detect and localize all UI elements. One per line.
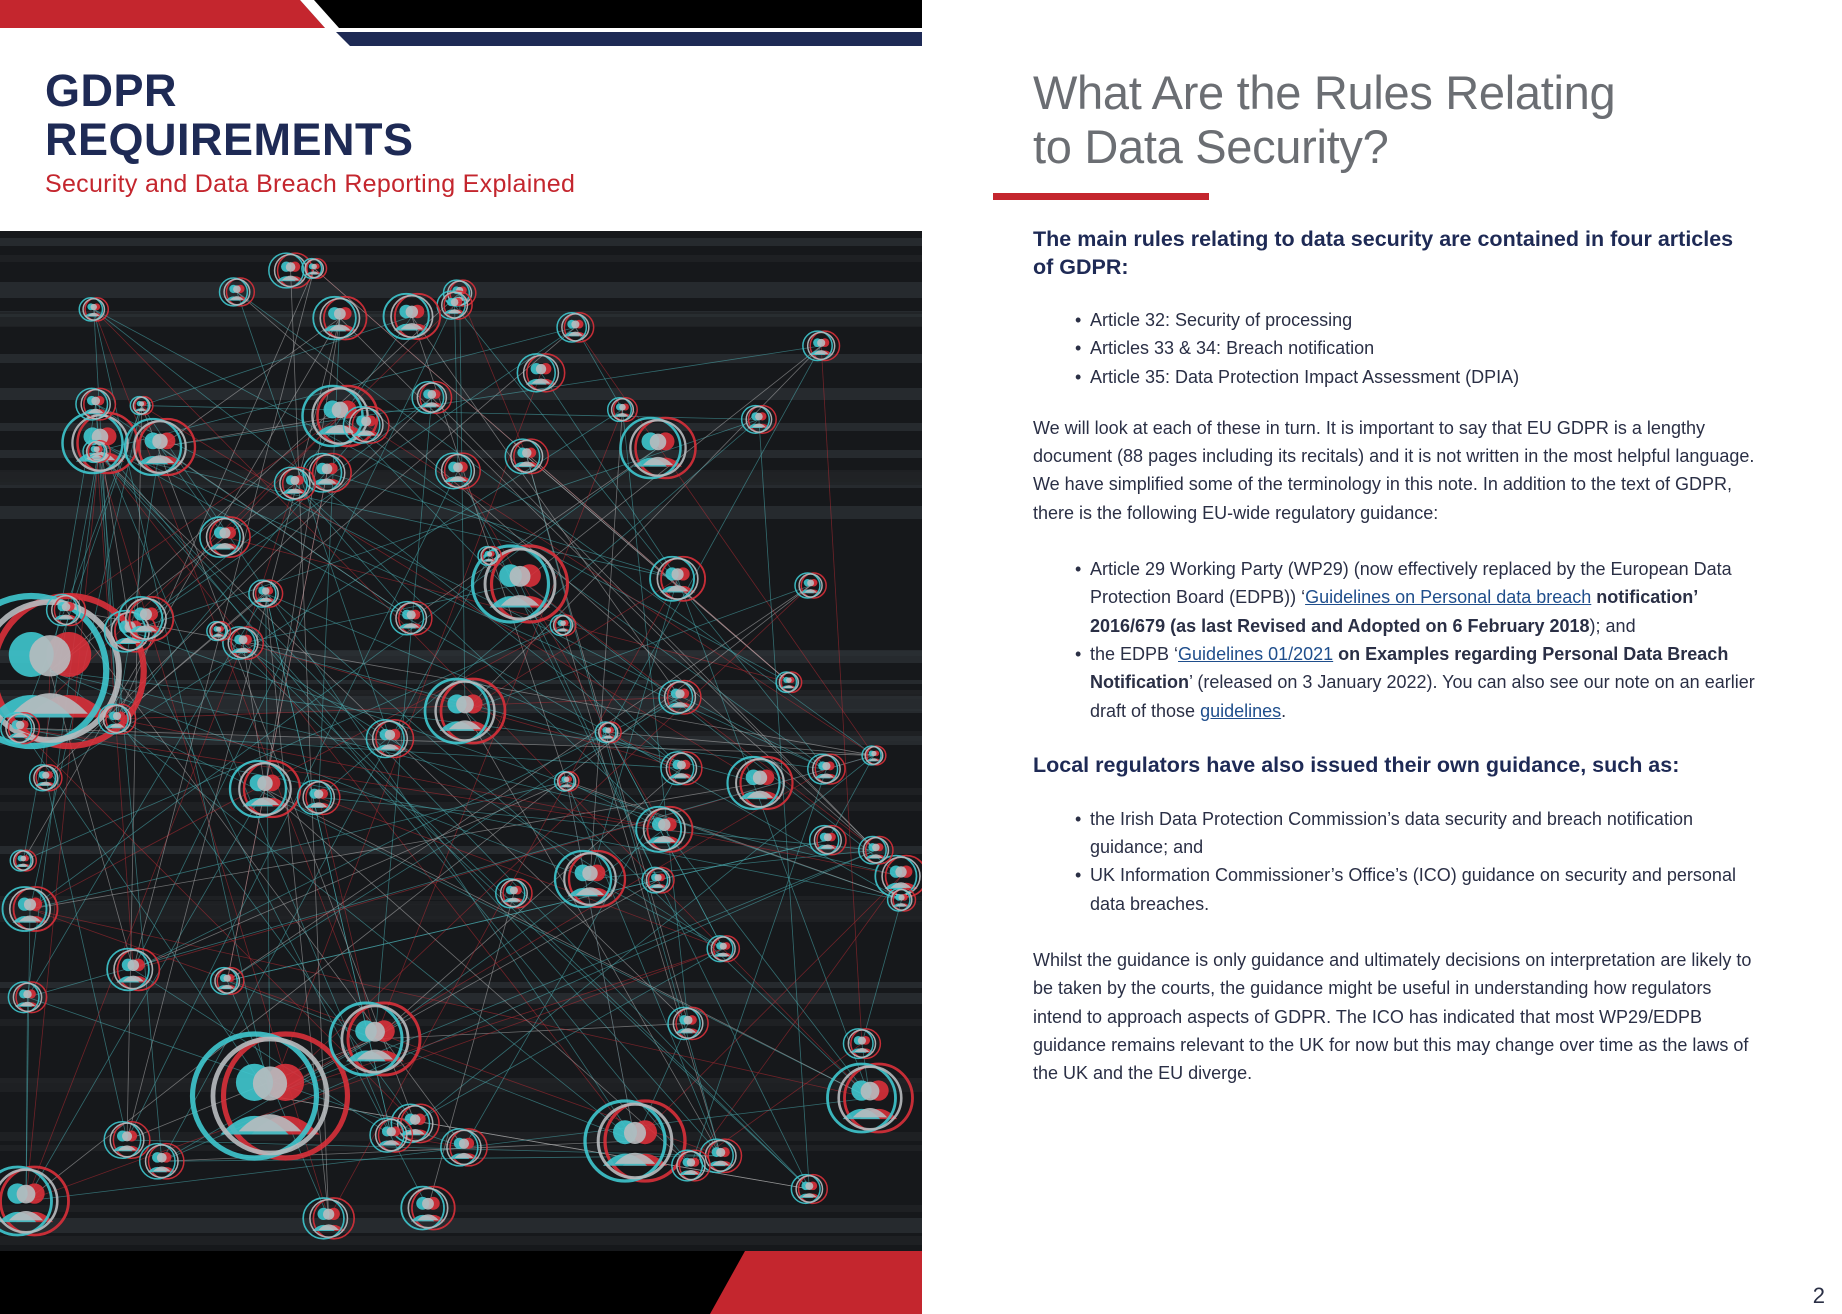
page-heading-line-1: What Are the Rules Relating bbox=[1033, 66, 1616, 119]
bottom-decor-band bbox=[0, 1251, 922, 1314]
list-item: • Article 35: Data Protection Impact Assessment (DPIA) bbox=[1090, 363, 1759, 391]
closing-paragraph: Whilst the guidance is only guidance and ultimately decisions on interpretation are likely to be taken by the courts, the guidance might be useful in understanding how regulators intend to approach aspects of GDPR. The ICO has indicated that most WP29/EDPB guidance remains relevant to the UK for now but this may change over time as the laws of the UK and the EU diverge. bbox=[1033, 950, 1752, 1084]
guidance-2-prefix: the EDPB ‘ bbox=[1090, 643, 1179, 664]
heading-underline bbox=[993, 193, 1209, 200]
network-illustration bbox=[0, 231, 922, 1251]
article-body bbox=[1033, 225, 1759, 1088]
list-item bbox=[1090, 640, 1759, 725]
page-heading bbox=[1033, 66, 1673, 174]
guidelines-personal-data-breach-link[interactable]: Guidelines on Personal data breach bbox=[1305, 587, 1592, 608]
local-guidance-list bbox=[1033, 805, 1759, 918]
guidance-1-prefix: Article 29 Working Party (WP29) (now effectively replaced by the European Data Protection Board (EDPB)) ‘ bbox=[1090, 559, 1732, 608]
content-page bbox=[922, 0, 1842, 1314]
cover-title bbox=[45, 66, 414, 164]
page-heading-line-2: to Data Security? bbox=[1033, 120, 1389, 173]
intro-lead: The main rules relating to data security are contained in four articles of GDPR: bbox=[1033, 227, 1734, 279]
cover-subtitle: Security and Data Breach Reporting Explained bbox=[45, 170, 576, 198]
list-item: • the Irish Data Protection Commission’s data security and breach notification guidance; and bbox=[1090, 805, 1759, 862]
page-number: 2 bbox=[1812, 1283, 1825, 1308]
list-item: • Articles 33 & 34: Breach notification bbox=[1090, 334, 1759, 362]
guidelines-01-2021-link[interactable]: Guidelines 01/2021 bbox=[1178, 643, 1334, 664]
earlier-draft-guidelines-link[interactable]: guidelines bbox=[1200, 700, 1282, 721]
articles-list bbox=[1033, 306, 1759, 391]
list-item: • Article 32: Security of processing bbox=[1090, 306, 1759, 334]
guidance-2-middle: ’ (released on 3 January 2022). You can also see our note on an earlier draft of those bbox=[1090, 672, 1755, 721]
intro-paragraph: We will look at each of these in turn. It is important to say that EU GDPR is a lengthy document (88 pages including its recitals) and it is not written in the most helpful language. We have simplified some of the terminology in this note. In addition to the text of GDPR, there is the following EU-wide regulatory guidance: bbox=[1033, 417, 1755, 523]
list-item bbox=[1090, 555, 1759, 640]
cover-title-line-1: GDPR bbox=[45, 65, 178, 116]
guidance-1-suffix: ); and bbox=[1589, 615, 1636, 636]
top-decor-band bbox=[0, 0, 922, 46]
guidance-1-bold-text: notification’ 2016/679 (as last Revised and Adopted on 6 February 2018 bbox=[1090, 587, 1698, 636]
guidance-2-suffix: . bbox=[1281, 700, 1287, 721]
list-item: • UK Information Commissioner’s Office’s (ICO) guidance on security and personal data breaches. bbox=[1090, 861, 1759, 918]
guidance-2-bold-text: on Examples regarding Personal Data Breach Notification bbox=[1090, 643, 1729, 693]
eu-guidance-list bbox=[1033, 555, 1759, 725]
local-regulators-heading: Local regulators have also issued their own guidance, such as: bbox=[1033, 752, 1680, 777]
cover-title-line-2: REQUIREMENTS bbox=[45, 114, 414, 165]
